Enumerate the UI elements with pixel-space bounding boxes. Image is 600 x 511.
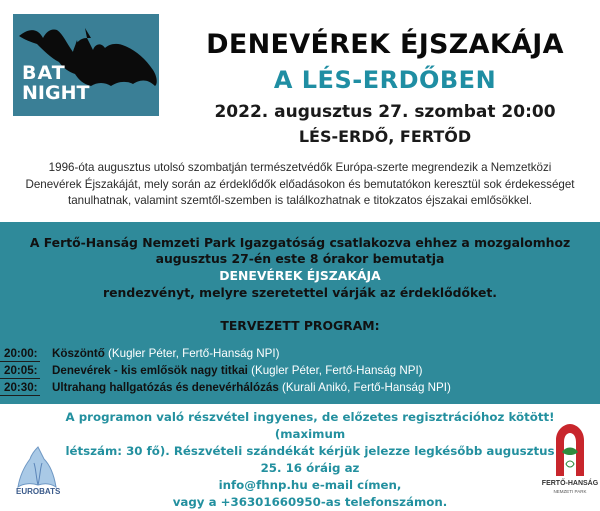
divider <box>0 361 40 362</box>
footer-phone[interactable]: vagy a +36301660950-as telefonszámon. <box>172 495 448 509</box>
footer-line-2: létszám: 30 fő). Részvételi szándékát kérjük jelezze legkésőbb augusztus 25. 16 óráig az <box>65 444 555 475</box>
program-speaker: (Kugler Péter, Fertő-Hanság NPI) <box>247 364 423 377</box>
program-speaker: (Kugler Péter, Fertő-Hanság NPI) <box>104 347 280 360</box>
program-heading: TERVEZETT PROGRAM: <box>220 318 380 333</box>
program-item <box>4 381 596 394</box>
divider <box>0 378 40 379</box>
event-location: LÉS-ERDŐ, FERTŐD <box>298 127 472 146</box>
eurobats-bat-icon <box>8 445 68 489</box>
program-time: 20:30: <box>4 381 38 394</box>
bat-night-logo <box>13 14 159 116</box>
eurobats-logo <box>8 445 68 500</box>
band-line-4: rendezvényt, melyre szeretettel várják az érdeklődőket. <box>103 285 497 300</box>
program-title: Ultrahang hallgatózás és denevérhálózás <box>52 381 279 394</box>
program-title: Denevérek - kis emlősök nagy titkai <box>52 364 248 377</box>
page-title: DENEVÉREK ÉJSZAKÁJA <box>206 29 564 60</box>
program-time: 20:00: <box>4 347 38 360</box>
program-title: Köszöntő <box>52 347 105 360</box>
footer-email[interactable]: info@fhnp.hu e-mail címen, <box>218 478 402 492</box>
eurobats-text: EUROBATS <box>16 487 61 496</box>
program-time: 20:05: <box>4 364 38 377</box>
program-item <box>4 347 596 360</box>
program-item <box>4 364 596 377</box>
band-event-name: DENEVÉREK ÉJSZAKÁJA <box>219 268 381 283</box>
fhnp-text: FERTŐ-HANSÁG <box>541 480 599 487</box>
page-subtitle: A LÉS-ERDŐBEN <box>273 66 497 94</box>
fertohansag-logo <box>540 418 600 500</box>
intro-paragraph: 1996-óta augusztus utolsó szombatján természetvédők Európa-szerte megrendezik a Nemzetközi Denevérek Éjszakáját, mely során az érdeklődők előadásokon és bemutatókon keresztül sok érdekességet tanulhatnak, valamint szemtől-szemben is találkozhatnak e titokzatos éjszakai emlősökkel. <box>25 161 575 207</box>
footer-line-1: A programon való részvétel ingyenes, de előzetes regisztrációhoz kötött! (maximum <box>65 410 555 441</box>
event-date: 2022. augusztus 27. szombat 20:00 <box>214 102 556 122</box>
program-band <box>0 222 600 404</box>
divider <box>0 395 40 396</box>
band-line-1: A Fertő-Hanság Nemzeti Park Igazgatóság csatlakozva ehhez a mozgalomhoz <box>29 235 571 250</box>
program-speaker: (Kurali Anikó, Fertő-Hanság NPI) <box>278 381 451 394</box>
logo-bat-text: BAT <box>22 62 66 84</box>
logo-night-text: NIGHT <box>22 82 90 104</box>
band-line-2: augusztus 27-én este 8 órakor bemutatja <box>155 251 445 266</box>
fhnp-emblem-icon <box>540 418 600 478</box>
registration-info <box>60 409 560 511</box>
fhnp-subtext: NEMZETI PARK <box>553 489 587 494</box>
